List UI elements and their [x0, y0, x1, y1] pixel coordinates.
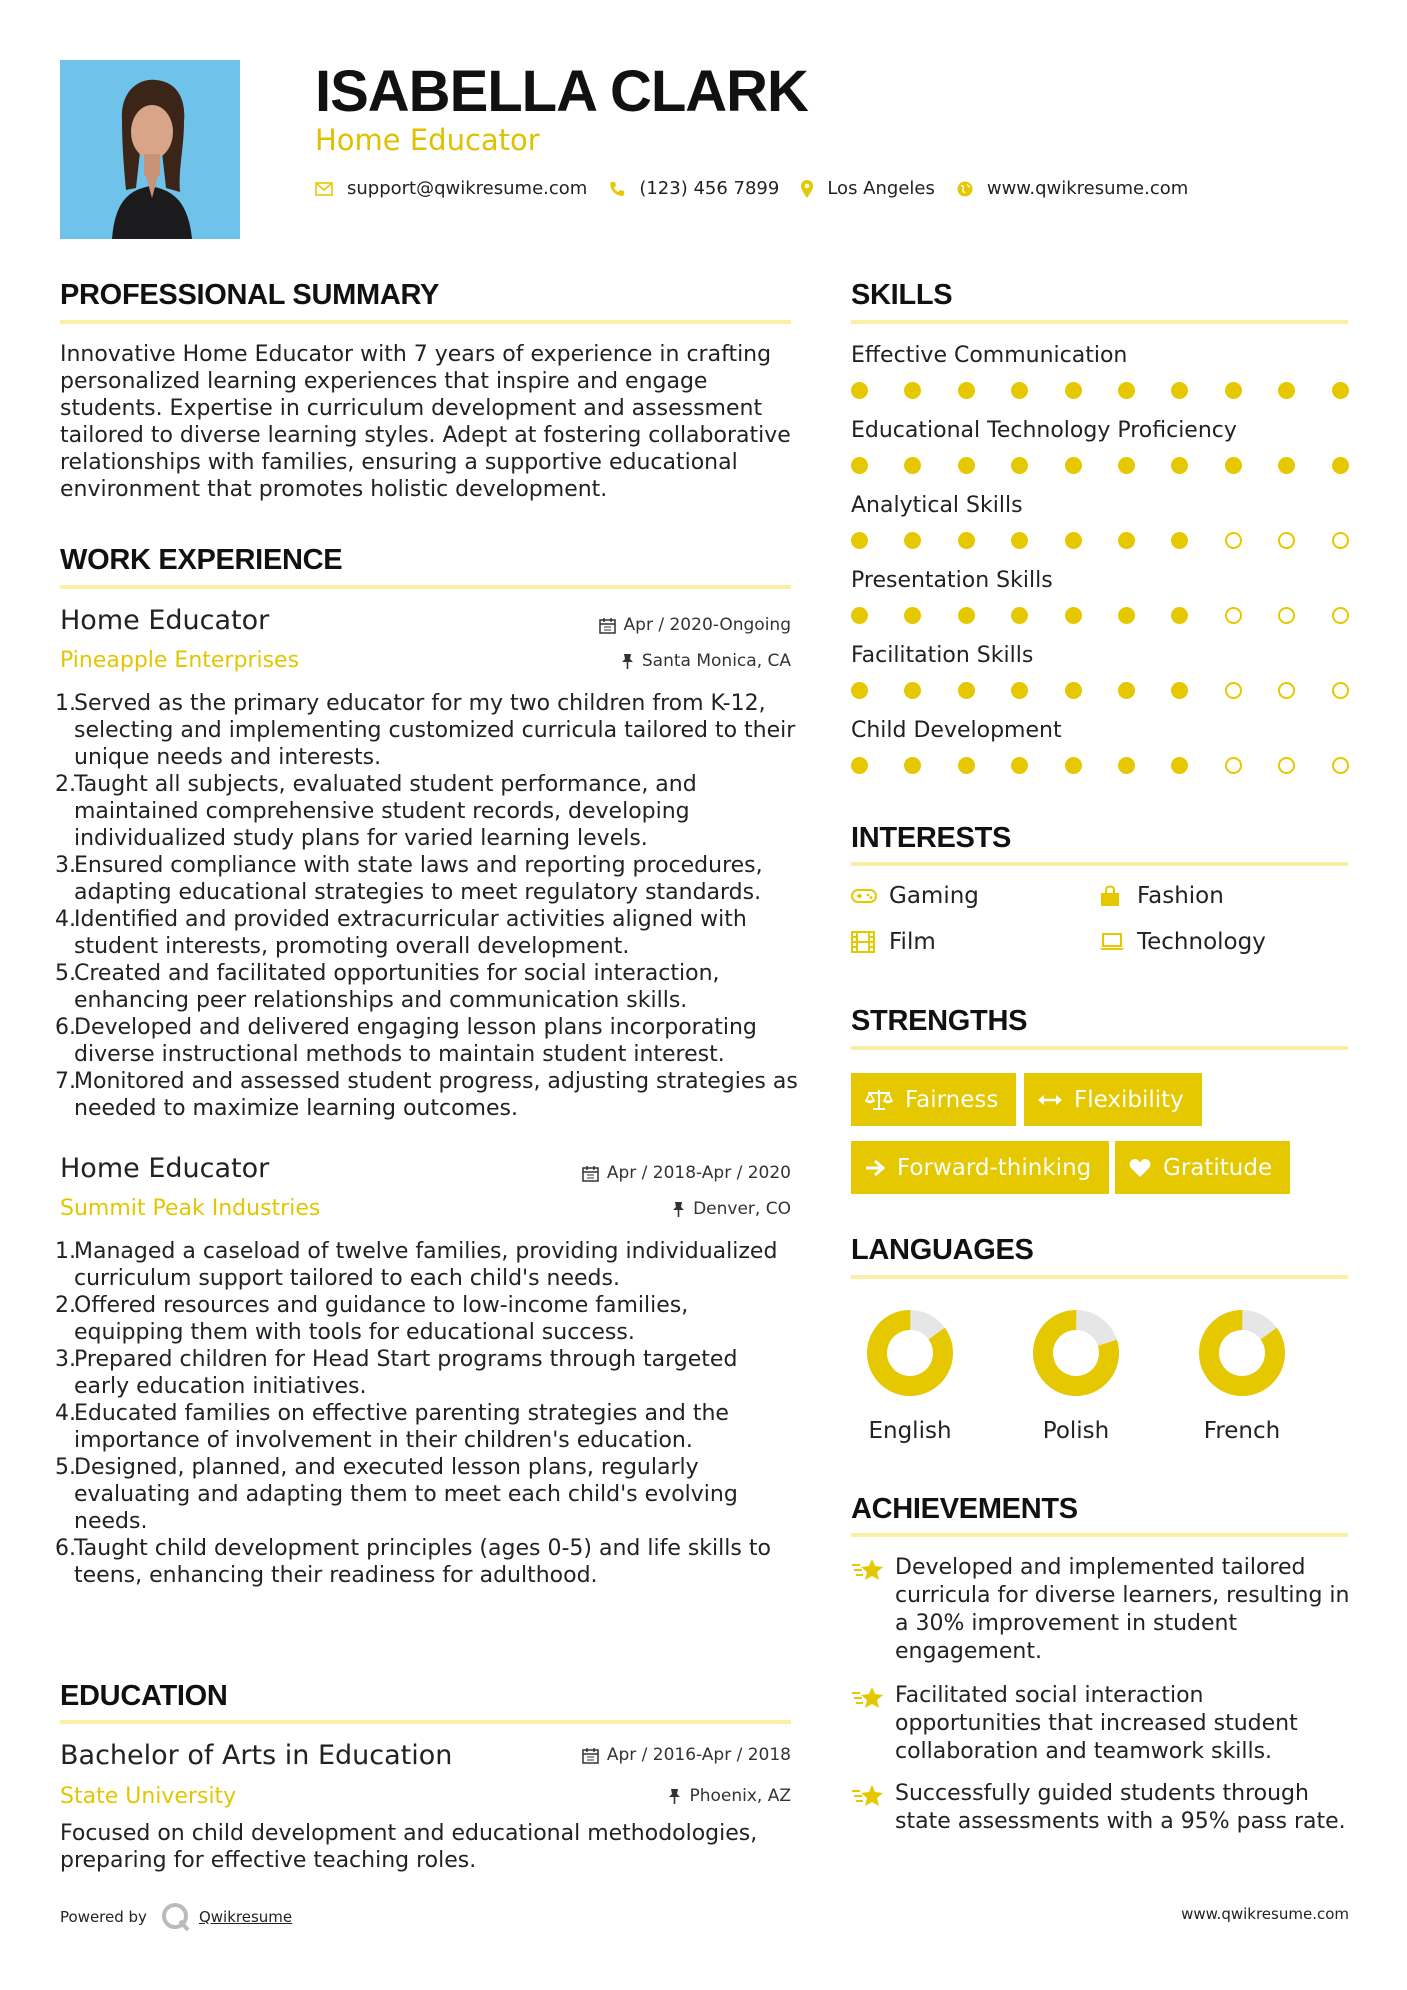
skill-dot-filled [904, 682, 921, 699]
achievement-item: Successfully guided students through state assessments with a 95% pass rate. [851, 1780, 1351, 1836]
contact-website[interactable] [957, 178, 1188, 199]
strength-tag: Gratitude [1115, 1141, 1290, 1194]
star-icon [851, 1554, 895, 1666]
job-location-text: Denver, CO [693, 1199, 791, 1219]
pushpin-icon [668, 1788, 681, 1804]
skill-dot-filled [1118, 757, 1135, 774]
skill-dot-filled [1011, 757, 1028, 774]
balance-scale-icon [865, 1089, 893, 1111]
profile-photo [60, 60, 240, 239]
envelope-icon [315, 182, 333, 196]
job-date [500, 1163, 791, 1183]
skill-dot-filled [1171, 757, 1188, 774]
skill-dot-filled [1171, 457, 1188, 474]
arrows-horizontal-icon [1038, 1093, 1062, 1107]
gamepad-icon [851, 885, 877, 907]
list-item: 3. Prepared children for Head Start programs through targeted early education initiatives. [55, 1347, 738, 1399]
skill-dot-empty [1278, 682, 1295, 699]
list-item: 3. Ensured compliance with state laws and reporting procedures, adapting educational strategies to meet regulatory standards. [55, 853, 763, 905]
skill-dot-filled [1118, 382, 1135, 399]
skill-dot-filled [904, 532, 921, 549]
summary-divider [60, 320, 791, 324]
job-location [500, 651, 791, 671]
education-date-text: Apr / 2016-Apr / 2018 [606, 1745, 791, 1765]
job-date-text: Apr / 2018-Apr / 2020 [606, 1163, 791, 1183]
strengths-heading: STRENGTHS [851, 1005, 1028, 1037]
work-divider [60, 585, 791, 589]
calendar-icon [599, 617, 616, 634]
skill-dot-filled [958, 532, 975, 549]
calendar-icon [582, 1165, 599, 1182]
pushpin-icon [621, 653, 634, 669]
skill-dot-filled [851, 532, 868, 549]
skill-dot-empty [1278, 607, 1295, 624]
strength-tag: Fairness [851, 1073, 1016, 1126]
shopping-bag-icon [1099, 885, 1125, 907]
skill-dot-filled [958, 457, 975, 474]
location-text: Los Angeles [827, 178, 935, 199]
skill-rating [851, 607, 1346, 625]
skill-dot-empty [1332, 532, 1349, 549]
skill-dot-filled [1225, 382, 1242, 399]
language-donut [867, 1310, 953, 1396]
heart-icon [1129, 1158, 1151, 1178]
pushpin-icon [672, 1201, 685, 1217]
skill-dot-filled [851, 607, 868, 624]
skill-dot-filled [904, 457, 921, 474]
summary-text: Innovative Home Educator with 7 years of experience in crafting personalized learning experiences that inspire and engage students. Expertise in curriculum development and assessment tailored to diverse learning styles. Adept at fostering collaborative relationships with families, ensuring a supportive educational environment that promotes holistic development. [60, 342, 791, 502]
skill-dot-empty [1278, 757, 1295, 774]
website-text: www.qwikresume.com [986, 178, 1189, 199]
skills-divider [851, 320, 1348, 324]
skill-dot-filled [851, 757, 868, 774]
education-location-text: Phoenix, AZ [689, 1786, 791, 1806]
skill-dot-empty [1225, 757, 1242, 774]
list-item: 5. Created and facilitated opportunities for social interaction, enhancing peer relationships and communication skills. [55, 961, 720, 1013]
skill-dot-filled [1011, 457, 1028, 474]
skill-name: Presentation Skills [851, 568, 1053, 593]
skill-dot-empty [1332, 682, 1349, 699]
skill-dot-filled [1011, 607, 1028, 624]
skill-name: Facilitation Skills [851, 643, 1034, 668]
list-item: 7. Monitored and assessed student progress, adjusting strategies as needed to maximize learning outcomes. [55, 1069, 798, 1121]
strengths-divider [851, 1046, 1348, 1050]
skill-dot-filled [958, 757, 975, 774]
language-name: English [868, 1418, 952, 1444]
skill-dot-filled [1171, 607, 1188, 624]
laptop-icon [1099, 931, 1125, 953]
email-text: support@qwikresume.com [347, 178, 588, 199]
skill-rating [851, 682, 1346, 700]
skill-rating [851, 757, 1346, 775]
list-item: 4. Identified and provided extracurricular activities aligned with student interests, promoting overall development. [55, 907, 747, 959]
skill-dot-filled [904, 757, 921, 774]
skill-dot-empty [1332, 757, 1349, 774]
skill-dot-filled [851, 457, 868, 474]
skill-dot-empty [1332, 607, 1349, 624]
star-icon [851, 1682, 895, 1766]
candidate-name: ISABELLA CLARK [315, 59, 808, 124]
footer-website[interactable]: www.qwikresume.com [1181, 1905, 1349, 1923]
language-name: Polish [1042, 1418, 1110, 1444]
achievements-heading: ACHIEVEMENTS [851, 1493, 1078, 1525]
skill-dot-filled [904, 382, 921, 399]
degree-title: Bachelor of Arts in Education [60, 1740, 453, 1771]
skill-dot-filled [958, 382, 975, 399]
job-title: Home Educator [60, 605, 270, 636]
job-company: Pineapple Enterprises [60, 648, 300, 673]
interest-item: Technology [1099, 929, 1266, 955]
skill-dot-filled [958, 682, 975, 699]
list-item: 2. Taught all subjects, evaluated student performance, and maintained comprehensive student records, developing individualized study plans for varied learning levels. [55, 772, 697, 851]
interest-item: Film [851, 929, 936, 955]
skill-name: Educational Technology Proficiency [851, 418, 1237, 443]
skill-dot-filled [958, 607, 975, 624]
skill-name: Effective Communication [851, 343, 1128, 368]
skill-dot-filled [1065, 457, 1082, 474]
skill-name: Child Development [851, 718, 1062, 743]
job-company: Summit Peak Industries [60, 1196, 321, 1221]
education-heading: EDUCATION [60, 1680, 228, 1712]
job-date [500, 615, 791, 635]
list-item: 1. Managed a caseload of twelve families, providing individualized curriculum support tailored to each child's needs. [55, 1239, 778, 1291]
skill-dot-filled [1065, 382, 1082, 399]
phone-icon [609, 181, 625, 197]
interests-heading: INTERESTS [851, 822, 1012, 854]
skill-dot-empty [1225, 532, 1242, 549]
skill-name: Analytical Skills [851, 493, 1023, 518]
skill-dot-filled [851, 382, 868, 399]
list-item: 6. Developed and delivered engaging lesson plans incorporating diverse instructional methods to maintain student interest. [55, 1015, 757, 1067]
languages-divider [851, 1275, 1348, 1279]
achievements-divider [851, 1533, 1348, 1537]
skill-dot-filled [1171, 532, 1188, 549]
strength-tag: Flexibility [1024, 1073, 1202, 1126]
skill-dot-filled [1225, 457, 1242, 474]
list-item: 1. Served as the primary educator for my two children from K-12, selecting and implementing customized curricula tailored to their unique needs and interests. [55, 691, 796, 770]
skill-dot-filled [1332, 457, 1349, 474]
language-donut [1199, 1310, 1285, 1396]
school-name: State University [60, 1784, 237, 1809]
skill-dot-filled [1011, 532, 1028, 549]
skill-dot-filled [1278, 382, 1295, 399]
interests-divider [851, 862, 1348, 866]
work-heading: WORK EXPERIENCE [60, 544, 343, 576]
phone-text: (123) 456 7899 [639, 178, 780, 199]
language-item [1016, 1310, 1136, 1444]
candidate-role: Home Educator [315, 123, 540, 157]
job-date-text: Apr / 2020-Ongoing [623, 615, 791, 635]
language-item [1182, 1310, 1302, 1444]
skill-dot-empty [1225, 682, 1242, 699]
skill-rating [851, 382, 1346, 400]
skill-dot-filled [1171, 382, 1188, 399]
arrow-right-icon [865, 1159, 885, 1177]
contact-phone[interactable] [609, 178, 779, 199]
skill-dot-filled [904, 607, 921, 624]
skill-dot-filled [1011, 382, 1028, 399]
achievement-item: Developed and implemented tailored curricula for diverse learners, resulting in a 30% improvement in student engagement. [851, 1554, 1351, 1666]
skill-dot-filled [1118, 682, 1135, 699]
language-name: French [1203, 1418, 1281, 1444]
strength-tag: Forward-thinking [851, 1141, 1109, 1194]
list-item: 6. Taught child development principles (ages 0-5) and life skills to teens, enhancing their readiness for adulthood. [55, 1536, 771, 1588]
skill-dot-filled [851, 682, 868, 699]
contact-bar [315, 178, 1210, 199]
interest-item: Gaming [851, 883, 979, 909]
skill-rating [851, 457, 1346, 475]
brand-link[interactable]: Qwikresume [198, 1908, 293, 1926]
skill-dot-filled [1065, 607, 1082, 624]
skill-dot-filled [1065, 682, 1082, 699]
job-bullets [55, 1238, 790, 1589]
skill-dot-filled [1332, 382, 1349, 399]
education-location [500, 1786, 791, 1806]
skill-dot-filled [1118, 532, 1135, 549]
skill-dot-filled [1118, 457, 1135, 474]
skill-dot-filled [1011, 682, 1028, 699]
globe-icon [957, 181, 973, 197]
list-item: 4. Educated families on effective parenting strategies and the importance of involvement in their children's education. [55, 1401, 729, 1453]
education-description: Focused on child development and educational methodologies, preparing for effective teaching roles. [60, 1821, 758, 1873]
skill-dot-filled [1065, 532, 1082, 549]
job-location-text: Santa Monica, CA [641, 651, 791, 671]
skill-dot-filled [1065, 757, 1082, 774]
education-divider [60, 1720, 791, 1724]
skill-dot-empty [1225, 607, 1242, 624]
job-title: Home Educator [60, 1153, 270, 1184]
skill-dot-filled [1278, 457, 1295, 474]
star-icon [851, 1780, 895, 1836]
education-date [500, 1745, 791, 1765]
skill-dot-empty [1278, 532, 1295, 549]
skill-dot-filled [1118, 607, 1135, 624]
powered-by-text: Powered by [60, 1908, 147, 1926]
language-item [850, 1310, 970, 1444]
language-donut [1033, 1310, 1119, 1396]
contact-email[interactable] [315, 178, 587, 199]
skill-dot-filled [1171, 682, 1188, 699]
interest-item: Fashion [1099, 883, 1224, 909]
map-pin-icon [801, 180, 813, 198]
contact-location [801, 178, 935, 199]
achievement-item: Facilitated social interaction opportunities that increased student collaboration and teamwork skills. [851, 1682, 1351, 1766]
skill-rating [851, 532, 1346, 550]
calendar-icon [582, 1747, 599, 1764]
qwikresume-logo-icon [161, 1902, 191, 1932]
list-item: 5. Designed, planned, and executed lesson plans, regularly evaluating and adapting them to meet each child's evolving needs. [55, 1455, 738, 1534]
film-icon [851, 931, 877, 953]
summary-heading: PROFESSIONAL SUMMARY [60, 279, 440, 311]
languages-heading: LANGUAGES [851, 1234, 1034, 1266]
job-bullets [55, 690, 800, 1122]
footer-powered-by [60, 1902, 292, 1932]
skills-heading: SKILLS [851, 279, 953, 311]
job-location [500, 1199, 791, 1219]
list-item: 2. Offered resources and guidance to low-income families, equipping them with tools for educational success. [55, 1293, 689, 1345]
